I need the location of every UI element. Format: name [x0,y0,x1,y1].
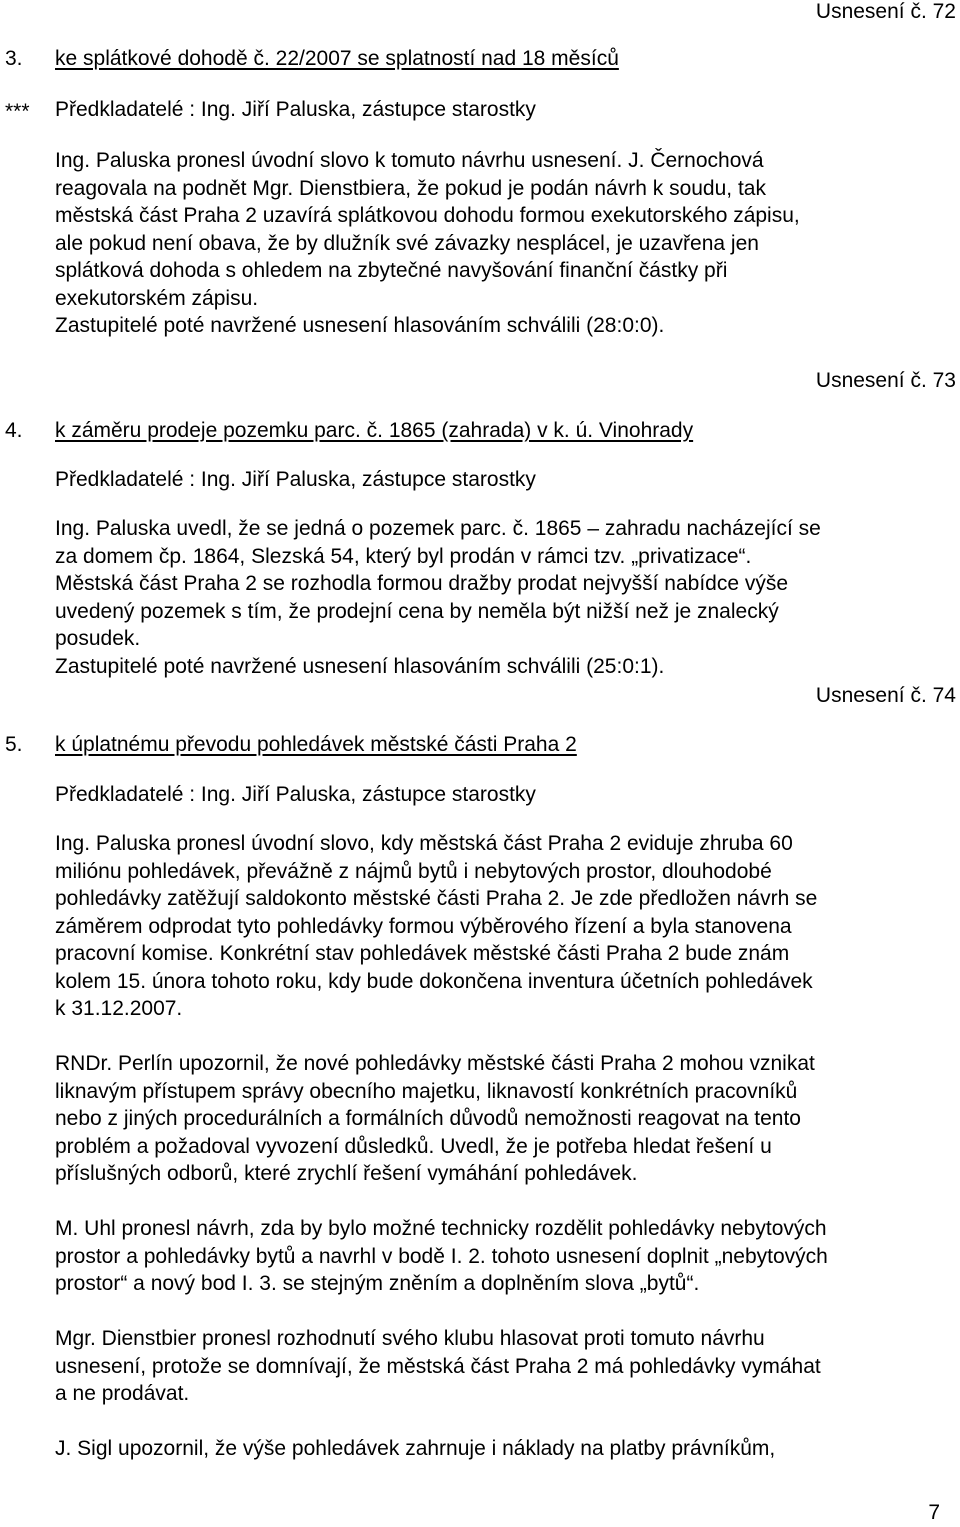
text-line: kolem 15. února tohoto roku, kdy bude dokončena inventura účetních pohledávek [55,969,813,993]
text-line: RNDr. Perlín upozornil, že nové pohledávky městské části Praha 2 mohou vznikat [55,1052,815,1075]
text-line: ale pokud není obava, že by dlužník své závazky nesplácel, je uzavřena jen [55,231,759,255]
resolution-label-73: Usnesení č. 73 [815,369,956,392]
text-line: příslušných odborů, které zrychlí řešení vymáhání pohledávek. [55,1162,638,1185]
text-line: Ing. Paluska uvedl, že se jedná o pozemek parc. č. 1865 – zahradu nacházející se [55,517,821,540]
text-line: usnesení, protože se domnívají, že městská část Praha 2 má pohledávky vymáhat [55,1354,821,1378]
text-line: Městská část Praha 2 se rozhodla formou dražby prodat nejvyšší nabídce výše [55,572,789,595]
text-line: a ne prodávat. [55,1382,190,1405]
resolution-label-72: Usnesení č. 72 [815,0,956,23]
text-line: Ing. Paluska pronesl úvodní slovo k tomuto návrhu usnesení. J. Černochová [55,149,764,172]
text-line: pohledávky zatěžují saldokonto městské části Praha 2. Je zde předložen návrh se [55,887,818,910]
text-line: prostor a pohledávky bytů a navrhl v bodě I. 2. tohoto usnesení doplnit „nebytových [55,1244,828,1268]
item-presenter-5: Předkladatelé : Ing. Jiří Paluska, zástupce starostky [55,783,536,806]
text-line: městská část Praha 2 uzavírá splátkovou dohodu formou exekutorského zápisu, [55,204,800,227]
text-line: uvedený pozemek s tím, že prodejní cena by neměla být nižší než je znalecký [55,599,779,623]
item-4-paragraph-1 [55,515,960,680]
item-title-5: k úplatnému převodu pohledávek městské části Praha 2 [55,733,577,756]
page-number: 7 [928,1501,940,1524]
item-5-paragraph-5 [55,1435,960,1463]
text-line: M. Uhl pronesl návrh, zda by bylo možné technicky rozdělit pohledávky nebytových [55,1217,827,1240]
text-line: Zastupitelé poté navržené usnesení hlasováním schválili (25:0:1). [55,654,665,678]
text-line: reagovala na podnět Mgr. Dienstbiera, že pokud je podán návrh k soudu, tak [55,176,766,200]
item-marker: *** [5,100,30,123]
text-line: miliónu pohledávek, převážně z nájmů bytů i nebytových prostor, dlouhodobé [55,859,772,883]
item-title-4: k záměru prodeje pozemku parc. č. 1865 (zahrada) v k. ú. Vinohrady [55,419,694,442]
text-line: záměrem odprodat tyto pohledávky formou výběrového řízení a byla stanovena [55,914,792,938]
item-3-paragraph-1 [55,147,960,340]
text-line: exekutorském zápisu. [55,286,259,310]
text-line: posudek. [55,627,141,650]
item-number-3: 3. [5,47,23,70]
item-5-paragraph-3 [55,1215,960,1298]
item-5-paragraph-4 [55,1325,960,1408]
text-line: liknavým přístupem správy obecního majetku, liknavostí konkrétních pracovníků [55,1079,798,1103]
item-5-paragraph-1 [55,830,960,1023]
text-line: Mgr. Dienstbier pronesl rozhodnutí svého klubu hlasovat proti tomuto návrhu [55,1327,765,1350]
text-line: nebo z jiných procedurálních a formálních důvodů nemožnosti reagovat na tento [55,1107,801,1130]
item-presenter-4: Předkladatelé : Ing. Jiří Paluska, zástupce starostky [55,468,536,491]
item-presenter-3: Předkladatelé : Ing. Jiří Paluska, zástupce starostky [55,98,536,121]
text-line: J. Sigl upozornil, že výše pohledávek zahrnuje i náklady na platby právníkům, [55,1437,776,1460]
text-line: Ing. Paluska pronesl úvodní slovo, kdy městská část Praha 2 eviduje zhruba 60 [55,832,793,855]
item-title-3: ke splátkové dohodě č. 22/2007 se splatností nad 18 měsíců [55,47,619,70]
text-line: k 31.12.2007. [55,997,183,1020]
text-line: splátková dohoda s ohledem na zbytečné navyšování finanční částky při [55,259,728,282]
item-number-4: 4. [5,419,23,442]
resolution-label-74: Usnesení č. 74 [815,684,956,707]
item-number-5: 5. [5,733,23,756]
item-5-paragraph-2 [55,1050,960,1188]
text-line: problém a požadoval vyvození důsledků. Uvedl, že je potřeba hledat řešení u [55,1134,772,1158]
text-line: za domem čp. 1864, Slezská 54, který byl prodán v rámci tzv. „privatizace“. [55,544,752,568]
text-line: pracovní komise. Konkrétní stav pohledávek městské části Praha 2 bude znám [55,942,790,965]
text-line: prostor“ a nový bod I. 3. se stejným zněním a doplněním slova „bytů“. [55,1272,700,1295]
text-line: Zastupitelé poté navržené usnesení hlasováním schválili (28:0:0). [55,314,665,337]
